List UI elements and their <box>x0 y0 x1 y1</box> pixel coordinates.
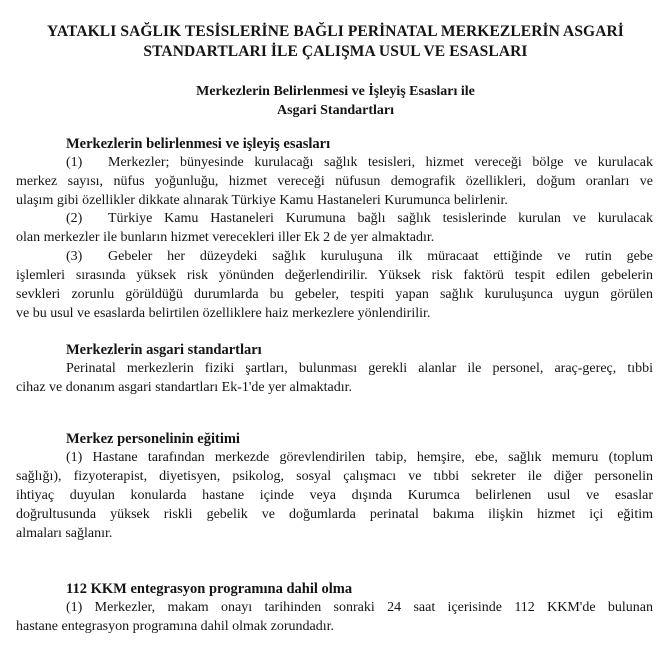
paragraph-number: (1) <box>66 155 83 170</box>
paragraph-line: ve bu usul ve esaslarda belirtilen özelliklere haiz merkezlere yönlendirilir. <box>16 306 431 321</box>
document-title-line-1: YATAKLI SAĞLIK TESİSLERİNE BAĞLI PERİNATAL MERKEZLERİN ASGARİ <box>47 23 624 40</box>
paragraph-line: merkez sayısı, nüfus yoğunluğu, hizmet vereceği nüfusun demografik özellikleri, doğum oranları ve <box>16 174 653 189</box>
section-heading-belirlenmesi: Merkezlerin belirlenmesi ve işleyiş esasları <box>66 136 331 152</box>
document-title-line-2: STANDARTLARI İLE ÇALIŞMA USUL VE ESASLARI <box>143 43 528 60</box>
paragraph-number: (2) <box>66 211 83 226</box>
paragraph-line: Merkezler; bünyesinde kurulacağı sağlık tesisleri, hizmet vereceği bölge ve kurulacak <box>108 155 653 170</box>
paragraph-line: sevkleri zorunlu görüldüğü durumlarda bu gebeler, tespiti yapan sağlık kuruluşunca uygun görülen <box>16 287 653 302</box>
section-heading-personel-egitimi: Merkez personelinin eğitimi <box>66 431 240 447</box>
paragraph-line: olan merkezler ile bunların hizmet verecekleri iller Ek 2 de yer almaktadır. <box>16 230 435 245</box>
paragraph-line: (1) Hastane tarafından merkezde görevlendirilen tabip, hemşire, ebe, sağlık memuru (toplum <box>66 450 653 465</box>
paragraph-line: işlemleri sırasında yüksek risk yönünden değerlendirilir. Yüksek risk faktörü tespit edilen gebelerin <box>16 268 653 283</box>
paragraph-line: cihaz ve donanım asgari standartları Ek-1'de yer almaktadır. <box>16 380 353 395</box>
paragraph-line: Türkiye Kamu Hastaneleri Kurumuna bağlı sağlık tesislerinde kurulan ve kurulacak <box>108 211 653 226</box>
section-heading-asgari-standartlar: Merkezlerin asgari standartları <box>66 342 262 358</box>
paragraph-line: almaları sağlanır. <box>16 526 113 541</box>
section-subtitle-line-2: Asgari Standartları <box>276 103 395 118</box>
paragraph-line: doğrultusunda yüksek riskli gebelik ve doğumlarda perinatal bakıma ilişkin hizmet içi eğitim <box>16 507 653 522</box>
paragraph-line: Gebeler her düzeydeki sağlık kuruluşuna ilk müracaat ettiğinde ve rutin gebe <box>108 249 653 264</box>
section-heading-112-kkm: 112 KKM entegrasyon programına dahil olma <box>66 581 353 597</box>
paragraph-line: (1) Merkezler, makam onayı tarihinden sonraki 24 saat içerisinde 112 KKM'de bulunan <box>66 600 653 615</box>
paragraph-line: ihtiyaç duyulan konularda hastane içinde veya dışında Kurumca belirlenen usul ve esaslar <box>16 488 653 503</box>
paragraph-line: Perinatal merkezlerin fiziki şartları, bulunması gerekli alanlar ile personel, araç-gereç, tıbbi <box>66 361 653 376</box>
paragraph-line: ulaşım gibi özellikler dikkate alınarak Türkiye Kamu Hastaneleri Kurumunca belirlenir. <box>16 193 508 208</box>
paragraph-line: sağlığı), fizyoterapist, diyetisyen, psikolog, sosyal çalışmacı ve tıbbi sekreter ile diğer personelin <box>16 469 653 484</box>
paragraph-line: hastane entegrasyon programına dahil olmak zorundadır. <box>16 619 335 634</box>
paragraph-number: (3) <box>66 249 83 264</box>
section-subtitle-line-1: Merkezlerin Belirlenmesi ve İşleyiş Esasları ile <box>196 84 475 99</box>
